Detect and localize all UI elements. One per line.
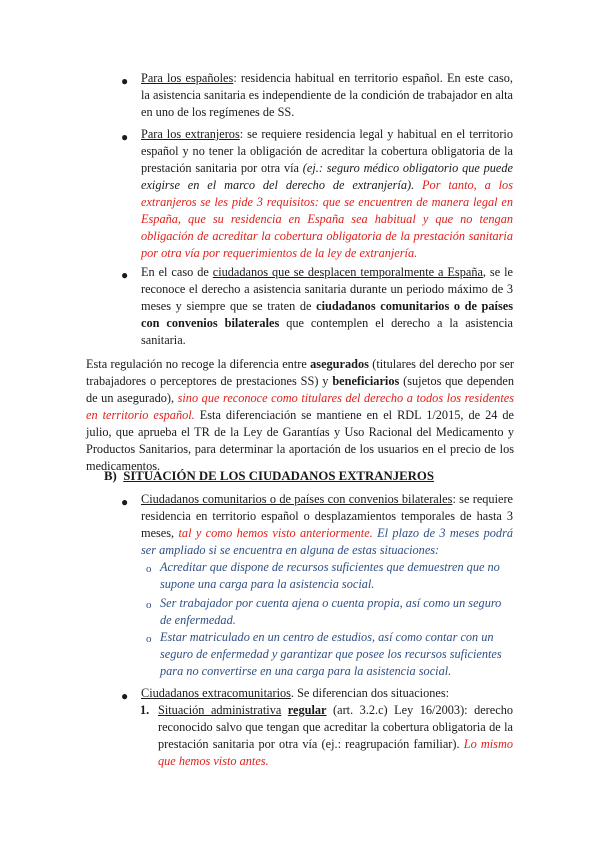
desplazados-pre: En el caso de	[141, 265, 213, 279]
sub-item: Acreditar que dispone de recursos suficientes que demuestren que no supone una carga para la asistencia social.	[160, 560, 500, 591]
comunitarios-text: : se requiere residencia en territorio español o desplazamientos temporales de hasta 3 meses,	[141, 492, 514, 540]
heading-letter: B)	[104, 469, 117, 483]
desplazados-text: , se le reconoce el derecho a asistencia sanitaria durante un periodo máximo de 3 meses y siempre que se traten de	[141, 265, 513, 313]
extracomunitarios-text: . Se diferencian dos situaciones:	[290, 686, 450, 700]
regular-bold: regular	[287, 703, 327, 717]
circle-bullet-icon: o	[146, 563, 152, 575]
para-text-3: (sujetos que dependen de un asegurado),	[86, 374, 514, 405]
number-marker: 1.	[140, 703, 150, 717]
bullet-comunitarios	[141, 491, 513, 559]
paragraph-regulacion	[86, 356, 514, 475]
regular-text: (art. 3.2.c) Ley 16/2003): derecho reconocido salvo que tengan que acreditar la cobertura obligatoria de la prestación sanitaria por otra vía (ej.: reagrupación familiar).	[158, 703, 513, 751]
bullet-icon: ●	[121, 495, 129, 509]
para-red: sino que reconoce como titulares del derecho a todos los residentes en territorio español.	[86, 391, 514, 422]
sub-item: Estar matriculado en un centro de estudios, así como contar con un seguro de enfermedad y garantizar que posee los recursos suficientes para no convertirse en una carga para la asistencia social.	[160, 630, 502, 678]
para-asegurados: asegurados	[310, 357, 369, 371]
circle-bullet-icon: o	[146, 633, 152, 645]
section-heading	[104, 468, 434, 485]
extranjeros-lead: Para los extranjeros	[141, 127, 240, 141]
para-beneficiarios: beneficiarios	[332, 374, 400, 388]
bullet-icon: ●	[121, 130, 129, 144]
comunitarios-lead: Ciudadanos comunitarios o de países con convenios bilaterales	[141, 492, 453, 506]
regular-lead: Situación administrativa	[158, 703, 282, 717]
comunitarios-red: tal y como hemos visto anteriormente.	[178, 526, 373, 540]
extranjeros-requisitos: Por tanto, a los extranjeros se les pide 3 requisitos: que se encuentren de manera legal en España, que su residencia en España sea habitual y que no tengan obligación de acreditar la cobertura obligatoria de la prestación sanitaria por otra vía por requerimientos de la ley de extranjería.	[141, 178, 513, 260]
para-text-4: Esta diferenciación se mantiene en el RDL 1/2015, de 24 de julio, que aprueba el TR de la Ley de Garantías y Uso Racional del Medicamento y Productos Sanitarios, para determinar la aportación de los usuarios en el precio de los medicamentos.	[86, 408, 514, 473]
heading-title: SITUACIÓN DE LOS CIUDADANOS EXTRANJEROS	[123, 469, 434, 483]
espanoles-text: : residencia habitual en territorio español. En este caso, la asistencia sanitaria es independiente de la condición de trabajador en alta en uno de los regímenes de SS.	[141, 71, 514, 119]
extracomunitarios-lead: Ciudadanos extracomunitarios	[141, 686, 291, 700]
bullet-icon: ●	[121, 74, 129, 88]
sub-item: Ser trabajador por cuenta ajena o cuenta propia, así como un seguro de enfermedad.	[160, 596, 502, 627]
bullet-icon: ●	[121, 689, 129, 703]
desplazados-post: que contemplen el derecho a la asistencia sanitaria.	[141, 316, 513, 347]
desplazados-lead: ciudadanos que se desplacen temporalmente a España	[212, 265, 483, 279]
bullet-icon: ●	[121, 268, 129, 282]
bullet-espanoles	[141, 70, 513, 121]
extranjeros-example: (ej.: seguro médico obligatorio que puede exigirse en el marco del derecho de extranjería).	[141, 161, 513, 192]
para-text-2: (titulares del derecho por ser trabajadores o perceptores de prestaciones SS) y	[86, 357, 514, 388]
bullet-extranjeros	[141, 126, 513, 262]
para-text-1: Esta regulación no recoge la diferencia entre	[86, 357, 311, 371]
numbered-item-regular	[158, 702, 513, 770]
espanoles-lead: Para los españoles	[141, 71, 234, 85]
comunitarios-blue: El plazo de 3 meses podrá ser ampliado si se encuentra en alguna de estas situaciones:	[141, 526, 513, 557]
circle-bullet-icon: o	[146, 599, 152, 611]
desplazados-bold: ciudadanos comunitarios o de países con convenios bilaterales	[141, 299, 513, 330]
bullet-extracomunitarios	[141, 685, 513, 702]
regular-red: Lo mismo que hemos visto antes.	[158, 737, 513, 768]
extranjeros-text: : se requiere residencia legal y habitual en el territorio español y no tener la obligación de acreditar la cobertura obligatoria de la prestación sanitaria por otra vía	[141, 127, 513, 175]
bullet-desplazados	[141, 264, 513, 349]
